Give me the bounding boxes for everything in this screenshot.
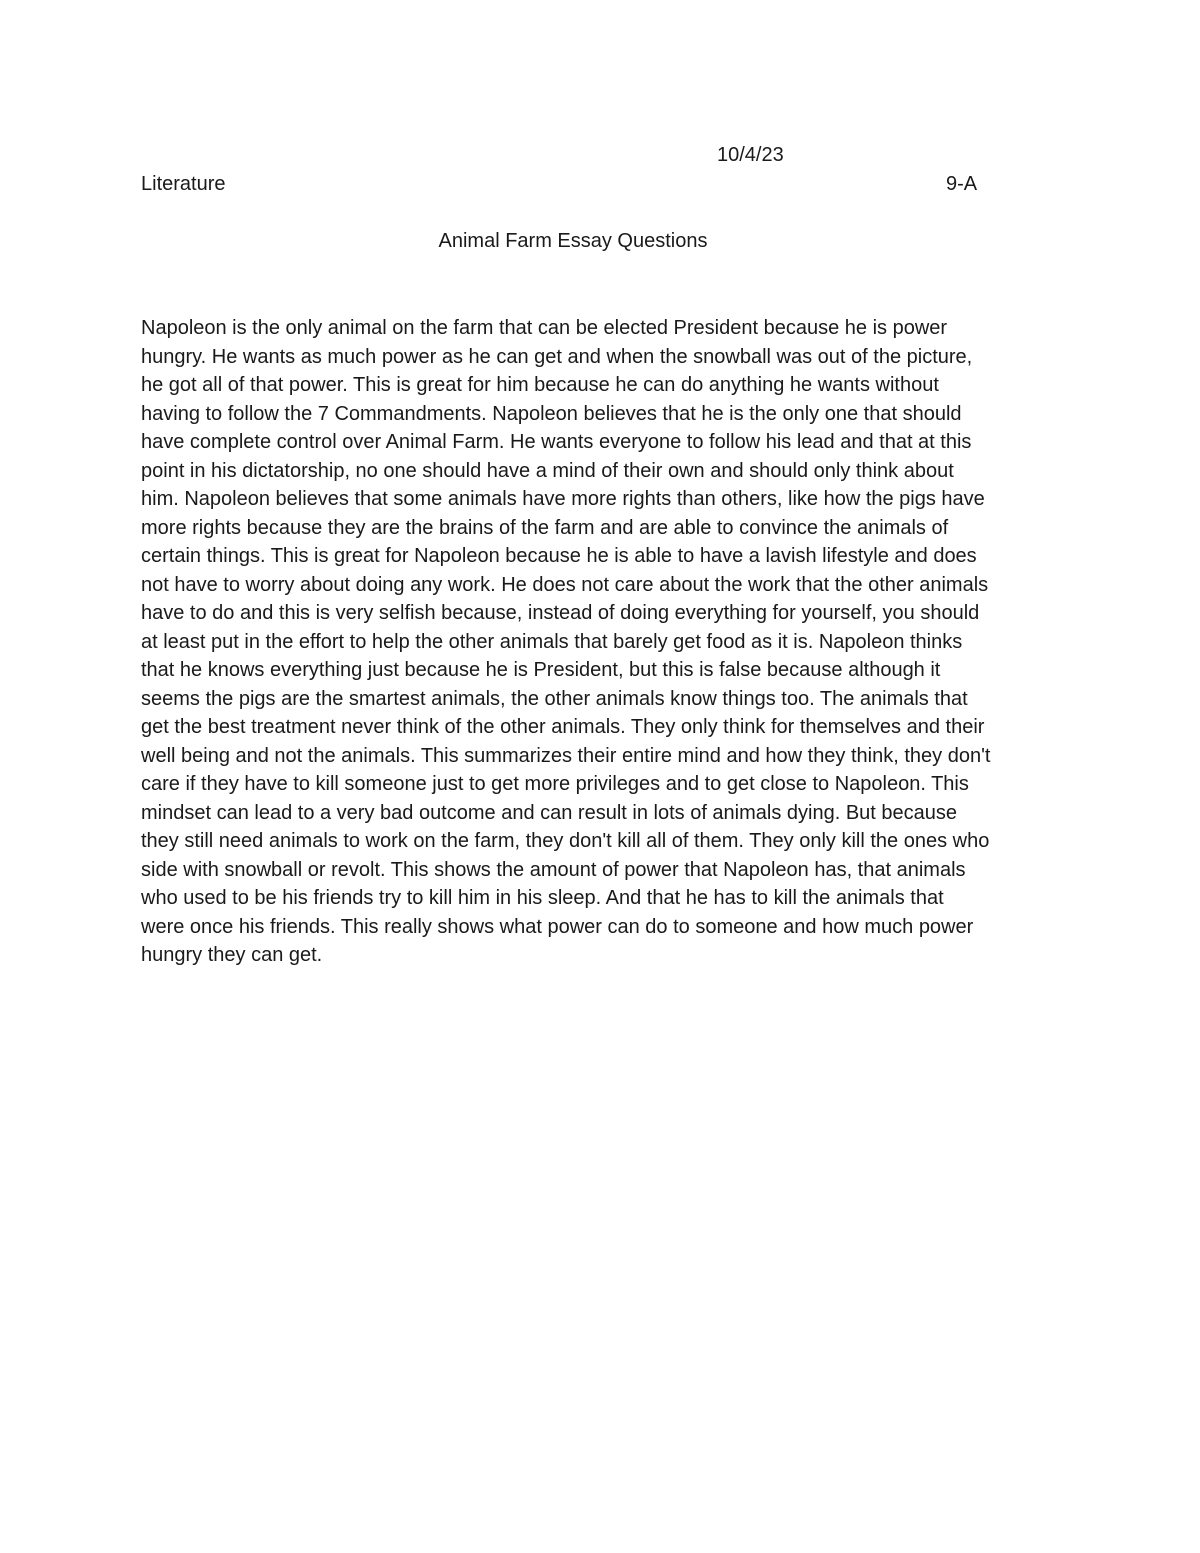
essay-line: point in his dictatorship, no one should have a mind of their own and should only think about <box>141 459 954 482</box>
essay-line: have complete control over Animal Farm. He wants everyone to follow his lead and that at this <box>141 431 972 453</box>
essay-title: Animal Farm Essay Questions <box>438 230 708 252</box>
essay-line: not have to worry about doing any work. He does not care about the work that the other animals <box>141 573 989 596</box>
essay-line: that he knows everything just because he is President, but this is false because although it <box>141 659 941 681</box>
essay-line: get the best treatment never think of the other animals. They only think for themselves and their <box>141 716 985 738</box>
date-text: 10/4/23 <box>717 144 784 166</box>
essay-line: more rights because they are the brains of the farm and are able to convince the animals of <box>141 516 949 539</box>
essay-line: who used to be his friends try to kill him in his sleep. And that he has to kill the animals that <box>141 887 944 909</box>
essay-line: they still need animals to work on the farm, they don't kill all of them. They only kill the ones who <box>141 830 990 852</box>
essay-line: having to follow the 7 Commandments. Napoleon believes that he is the only one that should <box>141 402 962 425</box>
subject-text: Literature <box>141 173 226 195</box>
essay-line: were once his friends. This really shows what power can do to someone and how much power <box>141 915 974 938</box>
essay-line: side with snowball or revolt. This shows the amount of power that Napoleon has, that animals <box>141 858 966 881</box>
essay-line: at least put in the effort to help the other animals that barely get food as it is. Napoleon thinks <box>141 630 963 653</box>
essay-line: seems the pigs are the smartest animals, the other animals know things too. The animals that <box>141 687 968 710</box>
essay-line: Napoleon is the only animal on the farm that can be elected President because he is power <box>141 317 948 339</box>
essay-line: him. Napoleon believes that some animals have more rights than others, like how the pigs have <box>141 488 985 510</box>
class-section-text: 9-A <box>946 173 978 195</box>
essay-line: hungry they can get. <box>141 944 323 966</box>
essay-line: well being and not the animals. This summarizes their entire mind and how they think, they don't <box>141 744 991 767</box>
essay-line: care if they have to kill someone just to get more privileges and to get close to Napoleon. This <box>141 773 969 795</box>
essay-line: hungry. He wants as much power as he can get and when the snowball was out of the picture, <box>141 345 973 368</box>
essay-line: he got all of that power. This is great for him because he can do anything he wants without <box>141 374 939 396</box>
essay-line: have to do and this is very selfish because, instead of doing everything for yourself, you should <box>141 602 980 624</box>
essay-line: certain things. This is great for Napoleon because he is able to have a lavish lifestyle and does <box>141 545 977 567</box>
essay-line: mindset can lead to a very bad outcome and can result in lots of animals dying. But because <box>141 801 958 824</box>
essay-body <box>141 314 1081 970</box>
